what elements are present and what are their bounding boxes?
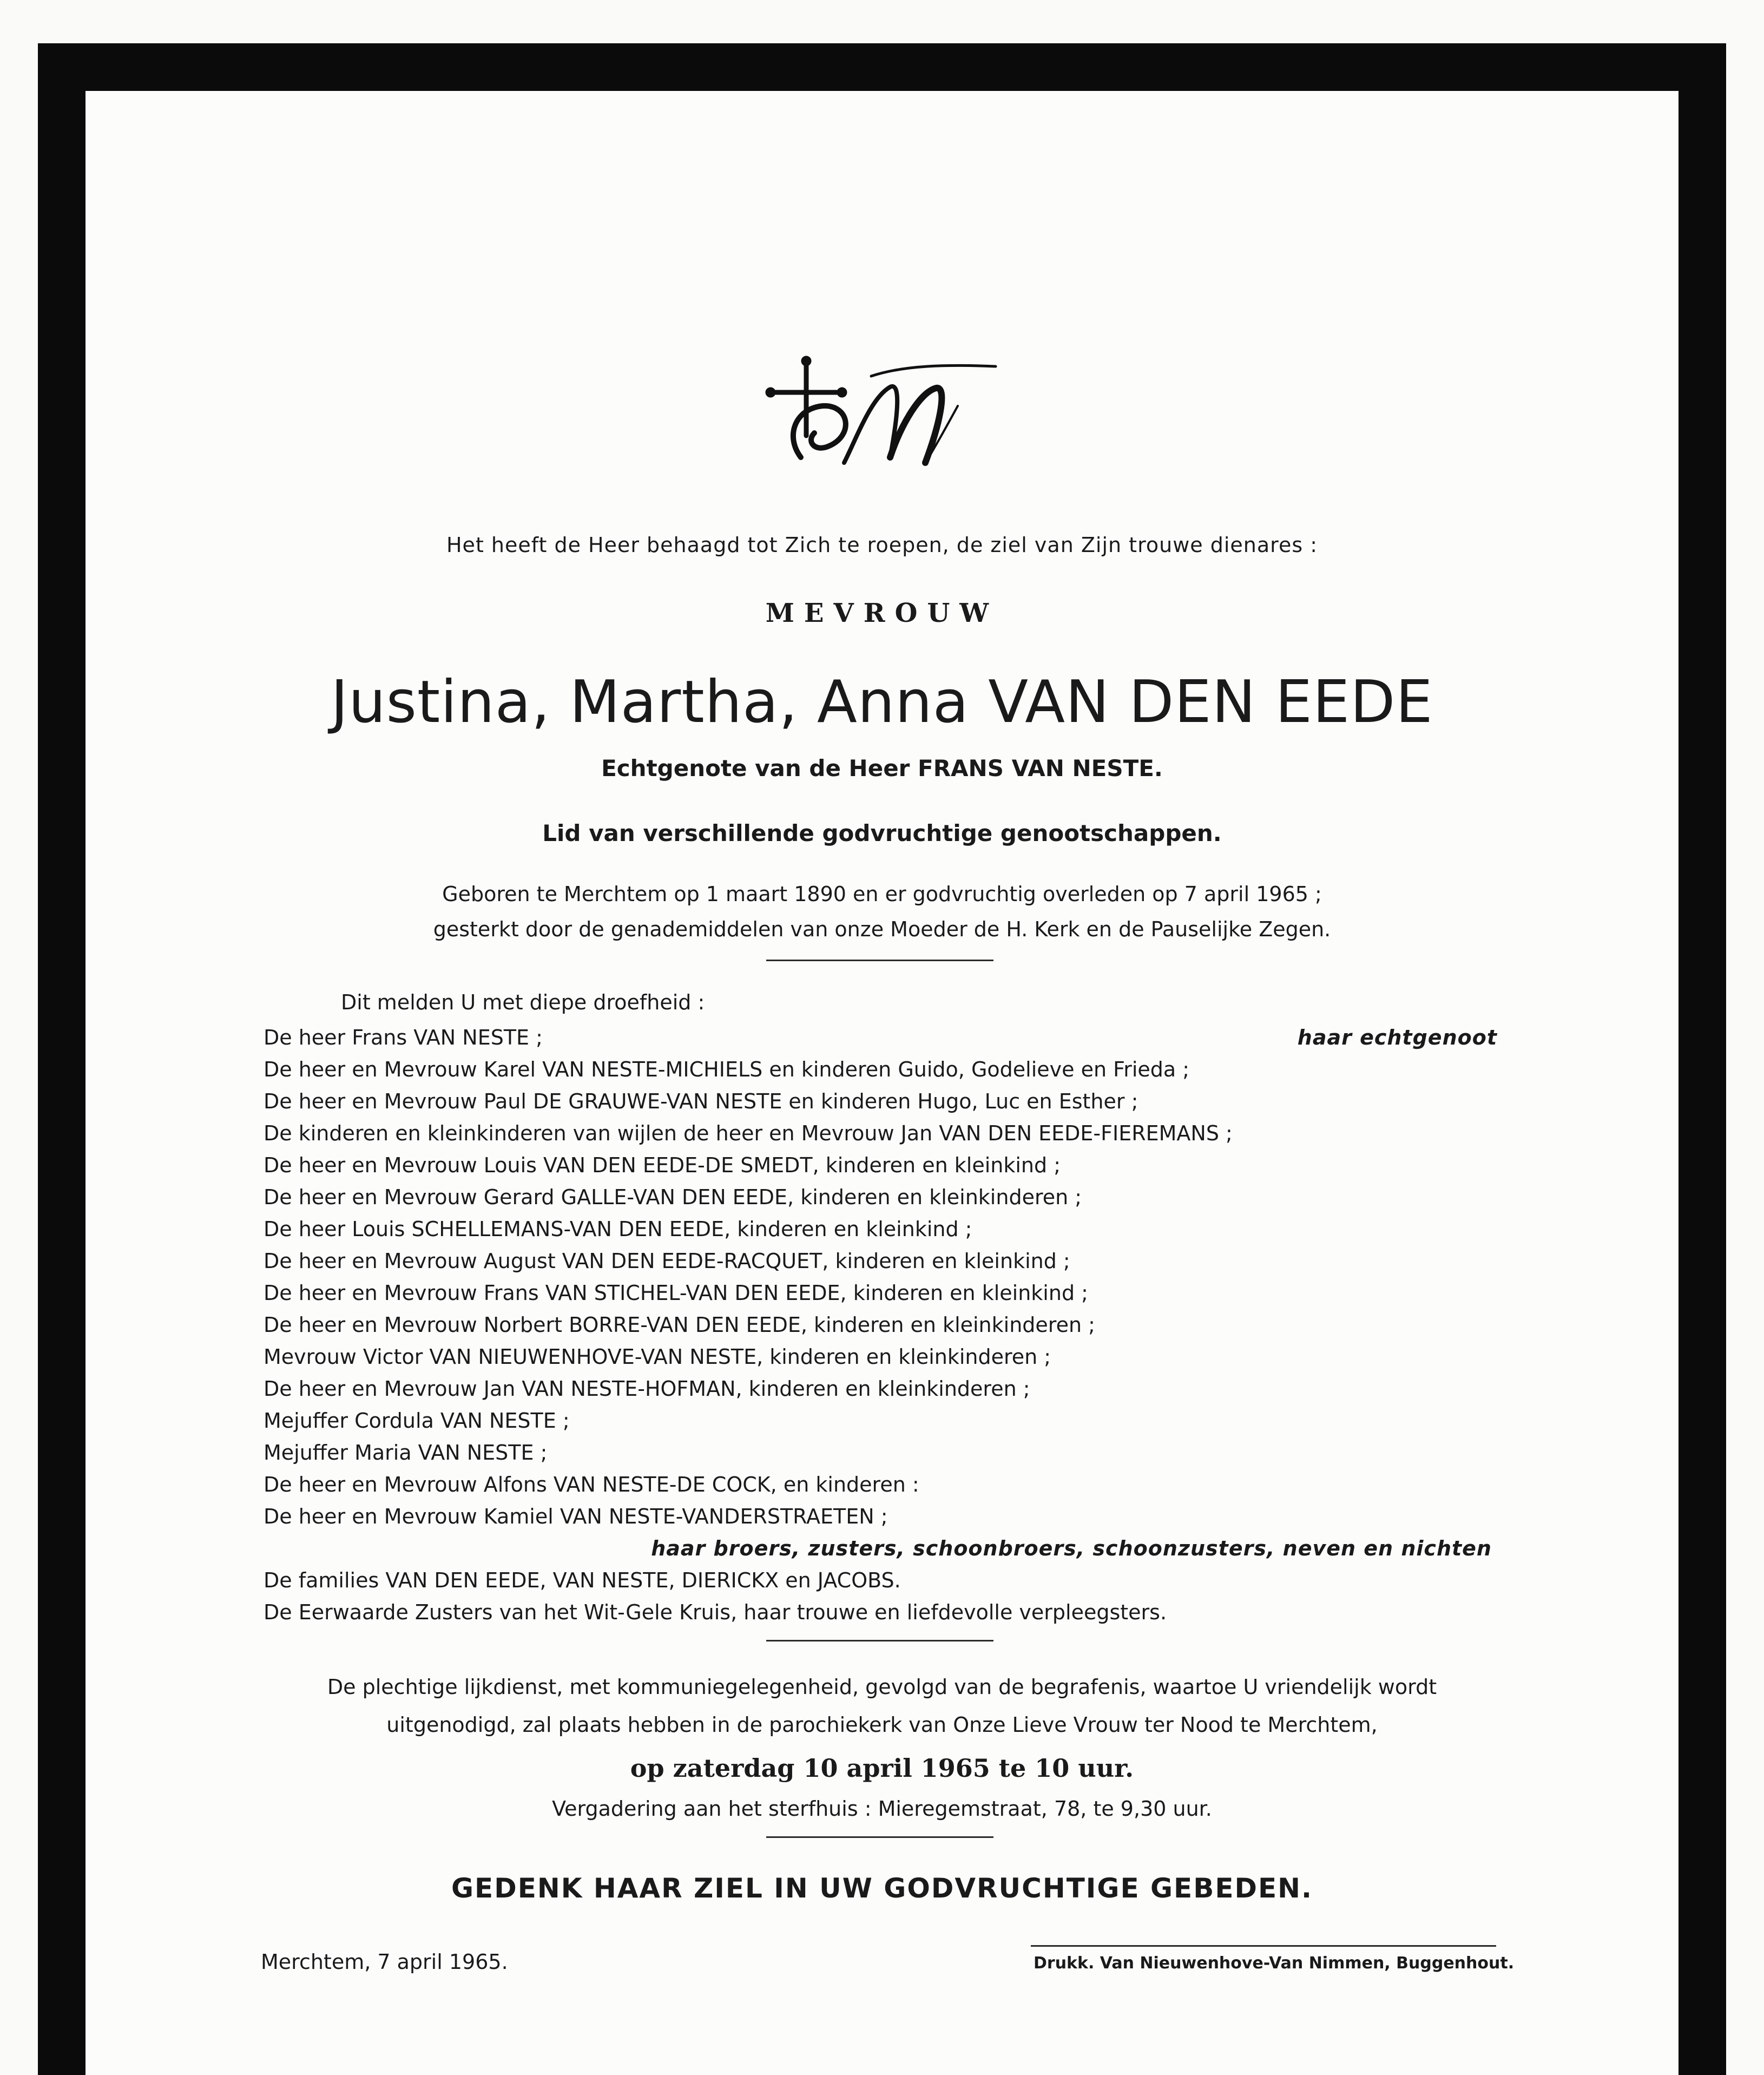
families-line: De families VAN DEN EEDE, VAN NESTE, DIERICKX en JACOBS. — [264, 1568, 901, 1592]
mourners-intro: Dit melden U met diepe droefheid : — [341, 990, 705, 1014]
mourner-line: Mejuffer Cordula VAN NESTE ; — [264, 1409, 570, 1433]
prayer-request: GEDENK HAAR ZIEL IN UW GODVRUCHTIGE GEBEDEN. — [451, 1873, 1313, 1904]
title-mevrouw: MEVROUW — [765, 598, 999, 628]
membership-line: Lid van verschillende godvruchtige genootschappen. — [542, 820, 1222, 846]
divider-2 — [766, 1640, 993, 1641]
service-line-2: uitgenodigd, zal plaats hebben in de parochiekerk van Onze Lieve Vrouw ter Nood te Merchtem, — [386, 1713, 1378, 1737]
spouse-line: Echtgenote van de Heer FRANS VAN NESTE. — [601, 755, 1163, 782]
mourner-line: De heer en Mevrouw Jan VAN NESTE-HOFMAN, kinderen en kleinkinderen ; — [264, 1377, 1030, 1401]
sisters-line: De Eerwaarde Zusters van het Wit-Gele Kruis, haar trouwe en liefdevolle verpleegsters. — [264, 1600, 1167, 1624]
mourners-list — [264, 1022, 1497, 1629]
mourner-line: De heer en Mevrouw Gerard GALLE-VAN DEN EEDE, kinderen en kleinkinderen ; — [264, 1185, 1082, 1209]
printer-rule — [1031, 1945, 1496, 1947]
service-line-1: De plechtige lijkdienst, met kommuniegelegenheid, gevolgd van de begrafenis, waartoe U vriendelijk wordt — [327, 1675, 1437, 1699]
deceased-name: Justina, Martha, Anna VAN DEN EEDE — [331, 668, 1433, 736]
divider-1 — [766, 960, 993, 961]
birth-death-line: Geboren te Merchtem op 1 maart 1890 en er godvruchtig overleden op 7 april 1965 ; — [442, 882, 1322, 906]
sacraments-line: gesterkt door de genademiddelen van onze Moeder de H. Kerk en de Pauselijke Zegen. — [433, 917, 1331, 941]
divider-3 — [766, 1836, 993, 1838]
mourner-line: De heer en Mevrouw August VAN DEN EEDE-RACQUET, kinderen en kleinkind ; — [264, 1249, 1070, 1273]
mourner-line: De heer en Mevrouw Norbert BORRE-VAN DEN EEDE, kinderen en kleinkinderen ; — [264, 1313, 1095, 1337]
printer-credit: Drukk. Van Nieuwenhove-Van Nimmen, Buggenhout. — [1034, 1954, 1515, 1973]
mourner-line: De heer en Mevrouw Frans VAN STICHEL-VAN DEN EEDE, kinderen en kleinkind ; — [264, 1281, 1088, 1305]
gathering-line: Vergadering aan het sterfhuis : Mieregemstraat, 78, te 9,30 uur. — [552, 1797, 1212, 1821]
relation-husband: haar echtgenoot — [1297, 1026, 1497, 1049]
cross-m-monogram-icon — [763, 354, 1001, 471]
mourner-line: Mevrouw Victor VAN NIEUWENHOVE-VAN NESTE, kinderen en kleinkinderen ; — [264, 1345, 1051, 1369]
mourner-line: De heer Louis SCHELLEMANS-VAN DEN EEDE, kinderen en kleinkind ; — [264, 1217, 972, 1241]
place-date: Merchtem, 7 april 1965. — [261, 1950, 508, 1974]
service-date: op zaterdag 10 april 1965 te 10 uur. — [630, 1754, 1134, 1783]
intro-text: Het heeft de Heer behaagd tot Zich te roepen, de ziel van Zijn trouwe dienares : — [446, 533, 1318, 557]
relation-siblings: haar broers, zusters, schoonbroers, schoonzusters, neven en nichten — [651, 1536, 1492, 1560]
mourner-line: Mejuffer Maria VAN NESTE ; — [264, 1441, 548, 1465]
mourner-line: De kinderen en kleinkinderen van wijlen de heer en Mevrouw Jan VAN DEN EEDE-FIEREMANS ; — [264, 1121, 1233, 1145]
mourner-line: De heer en Mevrouw Alfons VAN NESTE-DE COCK, en kinderen : — [264, 1473, 919, 1496]
mourner-line: De heer en Mevrouw Karel VAN NESTE-MICHIELS en kinderen Guido, Godelieve en Frieda ; — [264, 1058, 1190, 1081]
mourner-line: De heer en Mevrouw Kamiel VAN NESTE-VANDERSTRAETEN ; — [264, 1505, 888, 1528]
mourner-line: De heer en Mevrouw Louis VAN DEN EEDE-DE SMEDT, kinderen en kleinkind ; — [264, 1153, 1061, 1177]
mourner-line: De heer en Mevrouw Paul DE GRAUWE-VAN NESTE en kinderen Hugo, Luc en Esther ; — [264, 1089, 1138, 1113]
mourner-line: De heer Frans VAN NESTE ; haar echtgenoot — [264, 1022, 1497, 1054]
